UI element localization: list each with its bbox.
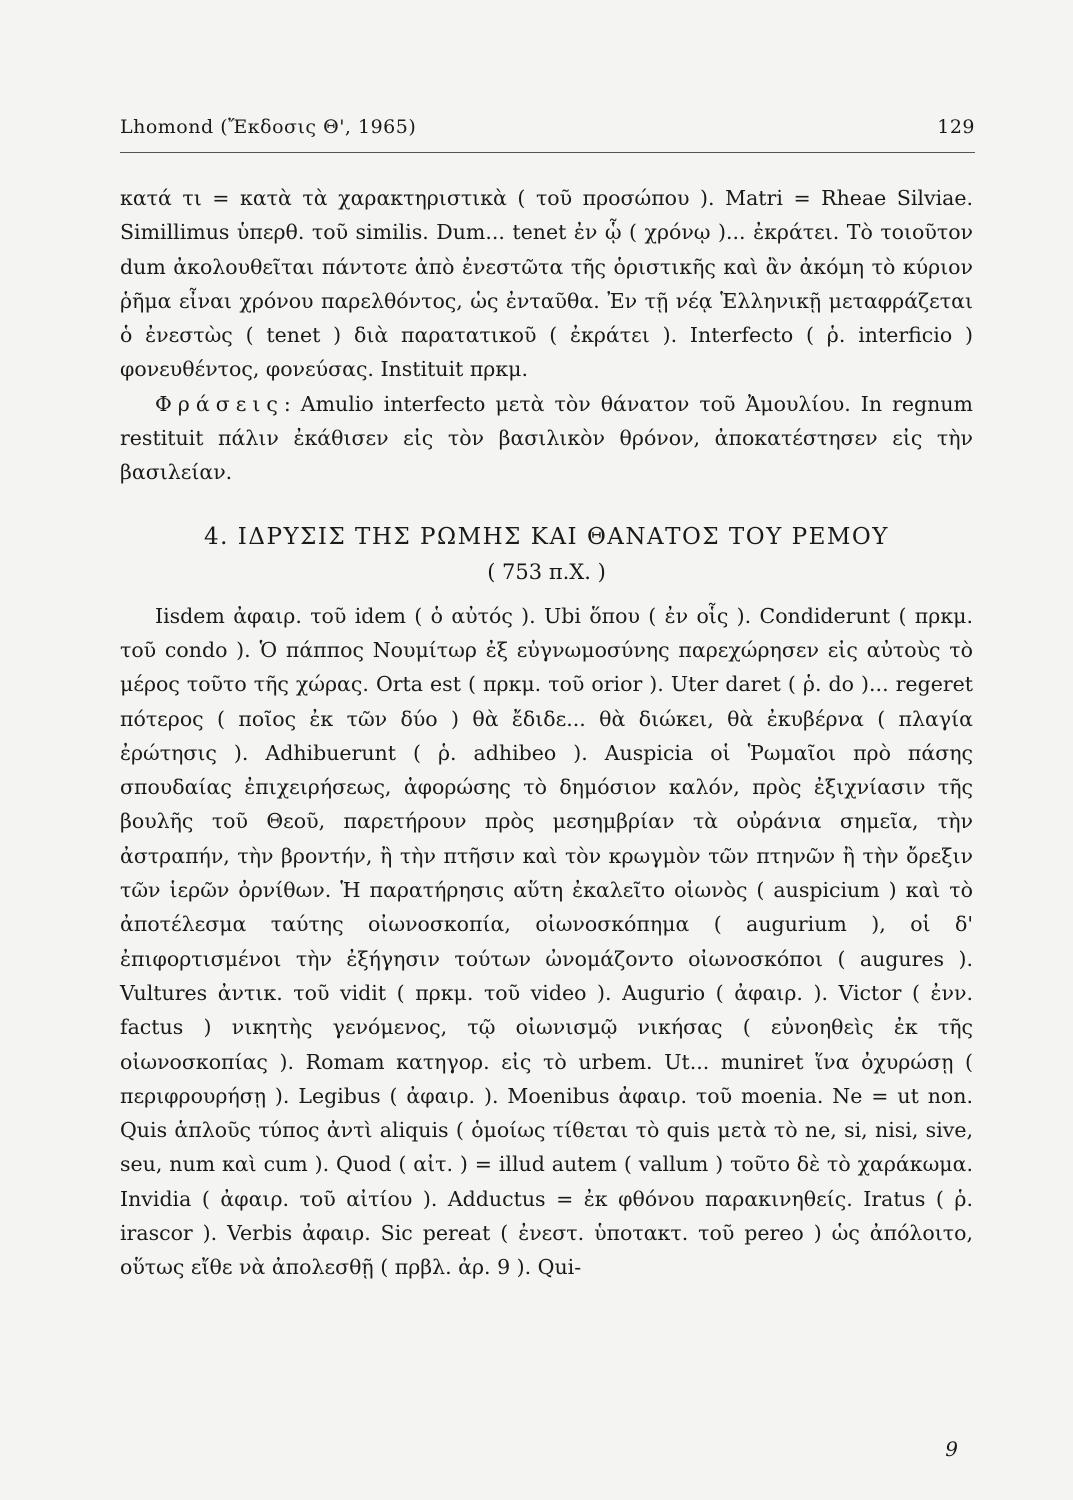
page-number: 129 [937, 116, 975, 138]
paragraph-phrases [120, 387, 973, 490]
section-heading-year: ( 753 π.Χ. ) [487, 559, 606, 584]
running-header [120, 116, 975, 148]
running-title: Lhomond (Ἔκδοσις Θ', 1965) [120, 116, 417, 138]
phrases-text: : Amulio interfecto μετὰ τὸν θάνατον τοῦ Ἀμουλίου. In regnum restituit πάλιν ἐκάθισεν εἰς τὸν βασιλικὸν θρόνον, ἀποκατέστησεν εἰς τὴν βασιλείαν. [120, 391, 973, 485]
phrases-label: Φράσεις [155, 391, 284, 416]
section-heading: 4. ΙΔΡΥΣΙΣ ΤΗΣ ΡΩΜΗΣ ΚΑΙ ΘΑΝΑΤΟΣ ΤΟΥ ΡΕΜΟΥ [204, 523, 889, 550]
paragraph-commentary-1: κατά τι = κατὰ τὰ χαρακτηριστικὰ ( τοῦ προσώπου ). Matri = Rheae Silviae. Simillimus ὑπερθ. τοῦ similis. Dum... tenet ἐν ᾧ ( χρόνῳ )... ἐκράτει. Τὸ τοιοῦτον dum ἀκολουθεῖται πάντοτε ἀπὸ ἐνεστῶτα τῆς ὁριστικῆς καὶ ἂν ἀκόμη τὸ κύριον ῥῆμα εἶναι χρόνου παρελθόντος, ὡς ἐνταῦθα. Ἐν τῇ νέᾳ Ἑλληνικῇ μεταφράζεται ὁ ἐνεστὼς ( tenet ) διὰ παρατατικοῦ ( ἐκράτει ). Interfecto ( ῥ. interficio ) φονευθέντος, φονεύσας. Instituit πρκμ. [120, 186, 973, 382]
header-rule [120, 152, 975, 153]
signature-mark: 9 [945, 1437, 958, 1461]
paragraph-commentary-2: Iisdem ἀφαιρ. τοῦ idem ( ὁ αὐτός ). Ubi ὅπου ( ἐν οἷς ). Condiderunt ( πρκμ. τοῦ condo ). Ὁ πάππος Νουμίτωρ ἐξ εὐγνωμοσύνης παρεχώρησεν εἰς αὐτοὺς τὸ μέρος τοῦτο τῆς χώρας. Orta est ( πρκμ. τοῦ orior ). Uter daret ( ῥ. do )... regeret πότερος ( ποῖος ἐκ τῶν δύο ) θὰ ἔδιδε... θὰ διώκει, θὰ ἐκυβέρνα ( πλαγία ἐρώτησις ). Adhibuerunt ( ῥ. adhibeo ). Auspicia οἱ Ῥωμαῖοι πρὸ πάσης σπουδαίας ἐπιχειρήσεως, ἀφορώσης τὸ δημόσιον καλόν, πρὸς ἐξιχνίασιν τῆς βουλῆς τοῦ Θεοῦ, παρετήρουν πρὸς μεσημβρίαν τὰ οὐράνια σημεῖα, τὴν ἀστραπήν, τὴν βροντήν, ἢ τὴν πτῆσιν καὶ τὸν κρωγμὸν τῶν πτηνῶν ἢ τὴν ὄρεξιν τῶν ἱερῶν ὀρνίθων. Ἡ παρατήρησις αὕτη ἐκαλεῖτο οἰωνὸς ( auspicium ) καὶ τὸ ἀποτέλεσμα ταύτης οἰωνοσκοπία, οἰωνοσκόπημα ( augurium ), οἱ δ' ἐπιφορτισμένοι τὴν ἐξήγησιν τούτων ὠνομάζοντο οἰωνοσκόποι ( augures ). Vultures ἀντικ. τοῦ vidit ( πρκμ. τοῦ video ). Augurio ( ἀφαιρ. ). Victor ( ἐνν. factus ) νικητὴς γενόμενος, τῷ οἰωνισμῷ νικήσας ( εὐνοηθεὶς ἐκ τῆς οἰωνοσκοπίας ). Romam κατηγορ. εἰς τὸ urbem. Ut... muniret ἵνα ὀχυρώσῃ ( περιφρουρήσῃ ). Legibus ( ἀφαιρ. ). Moenibus ἀφαιρ. τοῦ moenia. Ne = ut non. Quis ἁπλοῦς τύπος ἀντὶ aliquis ( ὁμοίως τίθεται τὸ quis μετὰ τὸ ne, si, nisi, sive, seu, num καὶ cum ). Quod ( αἰτ. ) = illud autem ( vallum ) τοῦτο δὲ τὸ χαράκωμα. Invidia ( ἀφαιρ. τοῦ αἰτίου ). Adductus = ἐκ φθόνου παρακινηθείς. Iratus ( ῥ. irascor ). Verbis ἀφαιρ. Sic pereat ( ἐνεστ. ὑποτακτ. τοῦ pereo ) ὡς ἀπόλοιτο, οὕτως εἴθε νὰ ἀπολεσθῇ ( πρβλ. ἀρ. 9 ). Qui- [120, 603, 973, 1280]
body-text [120, 181, 973, 1285]
